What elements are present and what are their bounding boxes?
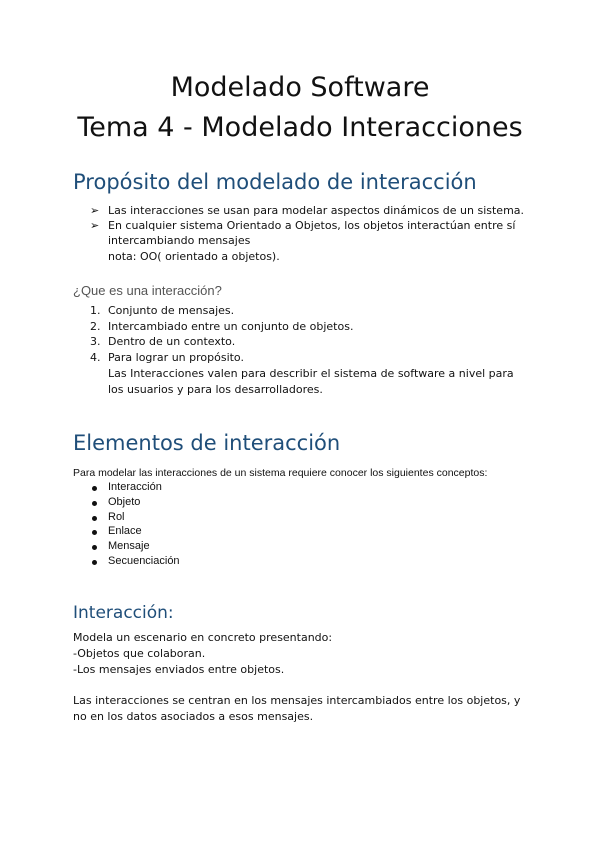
concept-item: Enlace <box>108 525 142 537</box>
paragraph-line: Modela un escenario en concreto presentando: <box>73 631 333 644</box>
bullet-dot-icon <box>92 530 97 535</box>
numbered-item-note: Las Interacciones valen para describir el sistema de software a nivel para <box>108 367 514 380</box>
list-number: 3. <box>90 335 101 348</box>
concept-item: Mensaje <box>108 540 150 552</box>
arrow-bullet-icon: ➢ <box>90 219 100 232</box>
concept-item: Objeto <box>108 496 141 508</box>
numbered-item-note: los usuarios y para los desarrolladores. <box>108 383 323 396</box>
section-heading-proposito: Propósito del modelado de interacción <box>73 170 477 194</box>
bullet-dot-icon <box>92 516 97 521</box>
numbered-item: Para lograr un propósito. <box>108 351 244 364</box>
question-heading: ¿Que es una interacción? <box>73 283 222 298</box>
bullet-text-continued: intercambiando mensajes <box>108 234 251 247</box>
bullet-note: nota: OO( orientado a objetos). <box>108 250 280 263</box>
concepts-intro: Para modelar las interacciones de un sistema requiere conocer los siguientes conceptos: <box>73 467 488 479</box>
bullet-text: En cualquier sistema Orientado a Objetos, los objetos interactúan entre sí <box>108 219 516 232</box>
paragraph-line: no en los datos asociados a esos mensajes. <box>73 710 314 723</box>
section-heading-elementos: Elementos de interacción <box>73 431 341 455</box>
numbered-item: Intercambiado entre un conjunto de objetos. <box>108 320 354 333</box>
bullet-dot-icon <box>92 486 97 491</box>
bullet-dot-icon <box>92 560 97 565</box>
bullet-text: Las interacciones se usan para modelar aspectos dinámicos de un sistema. <box>108 204 525 217</box>
paragraph-line: Las interacciones se centran en los mensajes intercambiados entre los objetos, y <box>73 694 521 707</box>
concept-item: Secuenciación <box>108 555 180 567</box>
numbered-item: Conjunto de mensajes. <box>108 304 235 317</box>
list-number: 1. <box>90 304 101 317</box>
numbered-item: Dentro de un contexto. <box>108 335 236 348</box>
concept-item: Interacción <box>108 481 162 493</box>
doc-title-line2: Tema 4 - Modelado Interacciones <box>77 112 523 143</box>
list-number: 4. <box>90 351 101 364</box>
concept-item: Rol <box>108 511 125 523</box>
bullet-dot-icon <box>92 545 97 550</box>
doc-title-line1: Modelado Software <box>170 72 430 103</box>
section-heading-interaccion: Interacción: <box>73 603 174 623</box>
paragraph-line: -Objetos que colaboran. <box>73 647 206 660</box>
list-number: 2. <box>90 320 101 333</box>
arrow-bullet-icon: ➢ <box>90 204 100 217</box>
bullet-dot-icon <box>92 501 97 506</box>
paragraph-line: -Los mensajes enviados entre objetos. <box>73 663 285 676</box>
